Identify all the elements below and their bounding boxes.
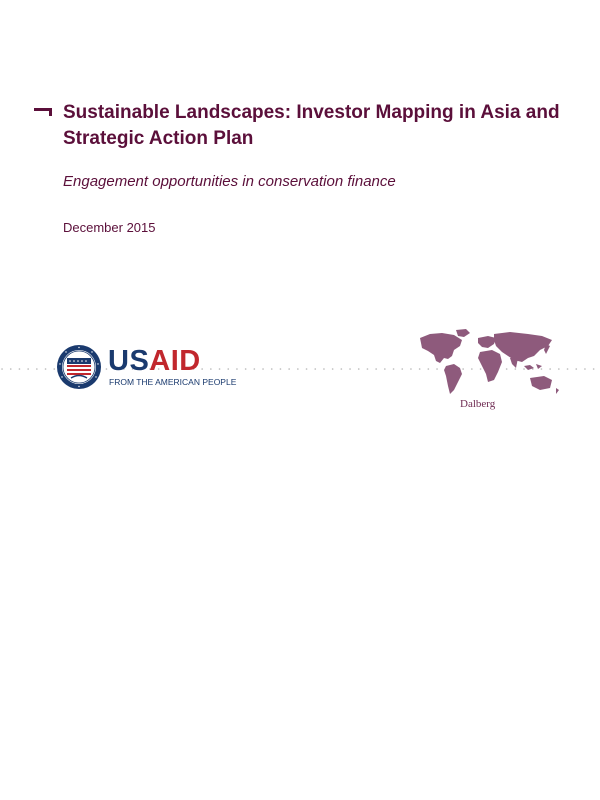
usaid-wordmark (108, 346, 201, 376)
usaid-logo (56, 344, 237, 392)
world-map-icon (418, 328, 560, 400)
corner-bracket-icon (34, 108, 52, 116)
usaid-tagline: FROM THE AMERICAN PEOPLE (109, 377, 237, 387)
usaid-wordmark-us: US (108, 345, 150, 377)
document-subtitle: Engagement opportunities in conservation finance (63, 173, 396, 190)
usaid-wordmark-aid: AID (149, 345, 201, 377)
dalberg-logo (418, 328, 560, 412)
usaid-seal-icon (56, 344, 102, 390)
document-title: Sustainable Landscapes: Investor Mapping in Asia and Strategic Action Plan (63, 102, 560, 149)
document-date: December 2015 (63, 220, 156, 235)
dalberg-wordmark: Dalberg (460, 398, 496, 410)
